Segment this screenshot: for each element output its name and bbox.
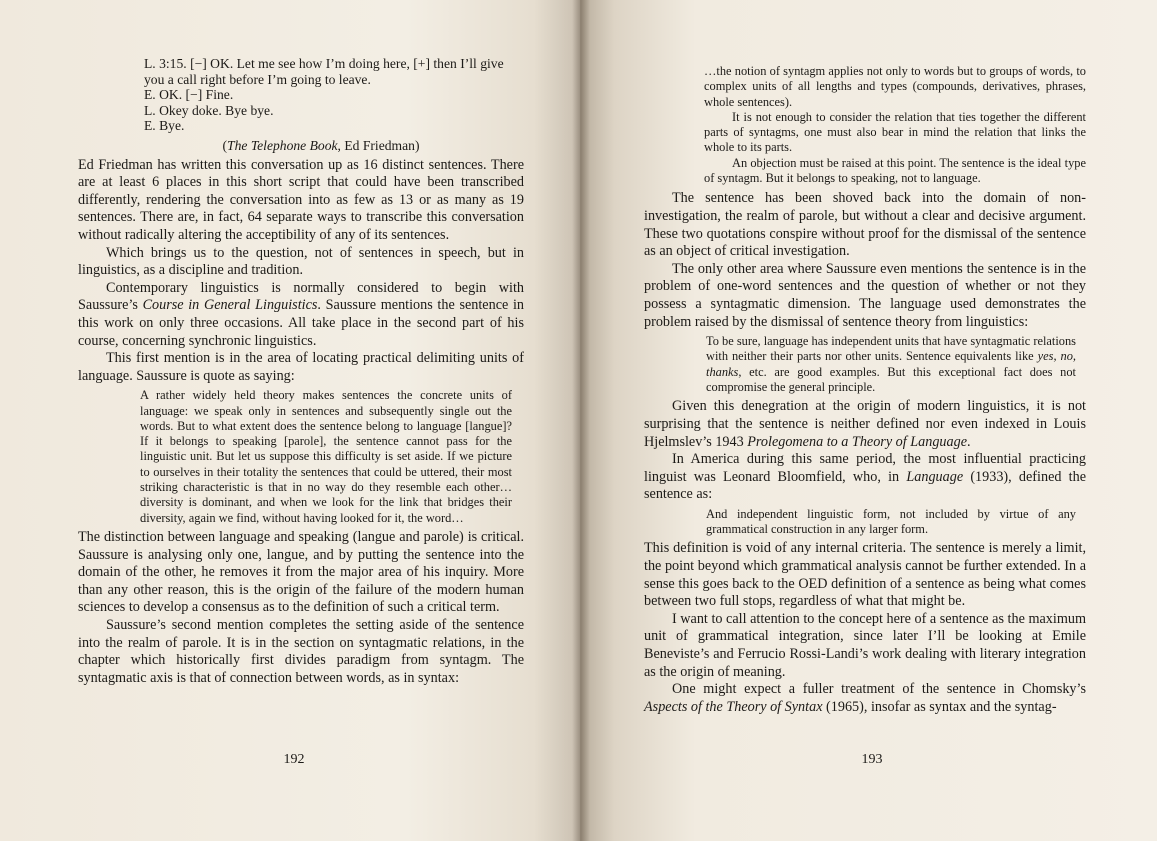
block-quote: To be sure, language has independent units that have syntagmatic relations with neither their parts nor other units. Sentence equivalents like yes, no, thanks, etc. are good examples. But this exceptional fact does not compromise the general principle. [706,334,1076,395]
block-quote [704,64,1086,186]
paragraph: Saussure’s second mention completes the setting aside of the sentence into the realm of parole. It is in the section on syntagmatic relations, in the chapter which historically first divides paradigm from syntagm. The syntagmatic axis is that of connection between words, as in syntax: [78,616,524,686]
book-title: Prolegomena to a Theory of Language [747,433,968,450]
paragraph: Contemporary linguistics is normally considered to begin with Saussure’s Course in General Linguistics. Saussure mentions the sentence in this work on only three occasions. All take place in the second part of his course, concerning synchronic linguistics. [78,279,524,349]
quote-paragraph: It is not enough to consider the relation that ties together the different parts of syntagms, one must also bear in mind the relation that links the whole to its parts. [704,109,1086,155]
paragraph: This definition is void of any internal criteria. The sentence is merely a limit, the point beyond which grammatical analysis cannot be further extended. In a sense this goes back to the OED definition of a sentence as being what comes between two full stops, regardless of what that might be. [644,540,1086,610]
dialogue-block [144,56,524,134]
paragraph: One might expect a fuller treatment of the sentence in Chomsky’s Aspects of the Theory of Syntax (1965), insofar as syntax and the syntag- [644,681,1086,715]
book-gutter-shadow [572,0,590,841]
dialogue-citation: (The Telephone Book, Ed Friedman) [222,137,420,153]
paragraph: This first mention is in the area of locating practical delimiting units of language. Saussure is quote as saying: [78,350,524,384]
paragraph: The distinction between language and speaking (langue and parole) is critical. Saussure is analysing only one, langue, and by putting the sentence into the domain of the other, he removes it from the major area of his inquiry. More than any other reason, this is the origin of the failure of the modern human sciences to develop a consensus as to the definition of such a critical term. [78,528,524,616]
paragraph: Which brings us to the question, not of sentences in speech, but in linguistics, as a discipline and tradition. [78,244,524,279]
dialogue-line: L. Okey doke. Bye bye. [144,102,274,118]
quote-paragraph: An objection must be raised at this point. The sentence is the ideal type of syntagm. But it belongs to speaking, not to language. [704,155,1086,186]
citation-title: The Telephone Book [227,137,338,153]
emphasis: yes, no, thanks [706,349,1076,379]
right-page [580,0,1157,841]
book-title: Course in General Linguistics [142,297,318,314]
block-quote: A rather widely held theory makes sentences the concrete units of language: we speak only in sentences and subsequently single out the words. But to what extent does the sentence belong to language [langue]? If it belongs to speaking [parole], the sentence cannot pass for the linguistic unit. But let us suppose this difficulty is set aside. If we picture to ourselves in their totality the sentences that could be uttered, their most striking characteristic is that in no way do they resemble each other…diversity is dominant, and when we look for the link that bridges their diversity, again we find, without having looked for it, the word… [140,388,512,525]
page-number: 192 [283,752,305,767]
paragraph: The only other area where Saussure even mentions the sentence is in the problem of one-word sentences and the question of whether or not they possess a syntagmatic dimension. The language used demonstrates the problem raised by the dismissal of sentence theory from linguistics: [644,260,1086,330]
dialogue-line: E. OK. [−] Fine. [144,87,234,103]
right-page-text [644,56,1086,716]
book-title: Language [906,468,964,485]
page-number: 193 [861,752,883,767]
quote-paragraph: …the notion of syntagm applies not only to words but to groups of words, to complex units of all lengths and types (compounds, derivatives, phrases, whole sentences). [704,64,1086,109]
dialogue-line: E. Bye. [144,118,185,134]
book-title: Aspects of the Theory of Syntax [644,698,823,715]
citation-author: , Ed Friedman) [337,137,420,153]
paragraph: In America during this same period, the most influential practicing linguist was Leonard Bloomfield, who, in Language (1933), defined the sentence as: [644,451,1087,503]
paragraph: I want to call attention to the concept here of a sentence as the maximum unit of grammatical integration, since later I’ll be looking at Emile Beneviste’s and Ferrucio Rossi-Landi’s work dealing with literary integration as the origin of meaning. [644,610,1086,680]
left-page-text [78,56,524,687]
paragraph: Ed Friedman has written this conversation up as 16 distinct sentences. There are at least 6 places in this short script that could have been transcribed differently, rendering the conversation into as few as 13 or as many as 19 sentences. There are, in fact, 64 separate ways to transcribe this conversation without radically altering the acceptibility of any of its sentences. [78,156,524,243]
block-quote: And independent linguistic form, not included by virtue of any grammatical construction in any larger form. [706,506,1076,537]
dialogue-line: L. 3:15. [−] OK. Let me see how I’m doing here, [+] then I’ll give you a call right before I’m going to leave. [144,56,504,87]
paragraph: The sentence has been shoved back into the domain of non-investigation, the realm of parole, but without a clear and decisive argument. These two quotations conspire without proof for the dismissal of the sentence as an object of critical investigation. [644,190,1086,260]
paragraph: Given this denegration at the origin of modern linguistics, it is not surprising that the sentence is neither defined nor even indexed in Louis Hjelmslev’s 1943 Prolegomena to a Theory of Language. [644,398,1086,450]
